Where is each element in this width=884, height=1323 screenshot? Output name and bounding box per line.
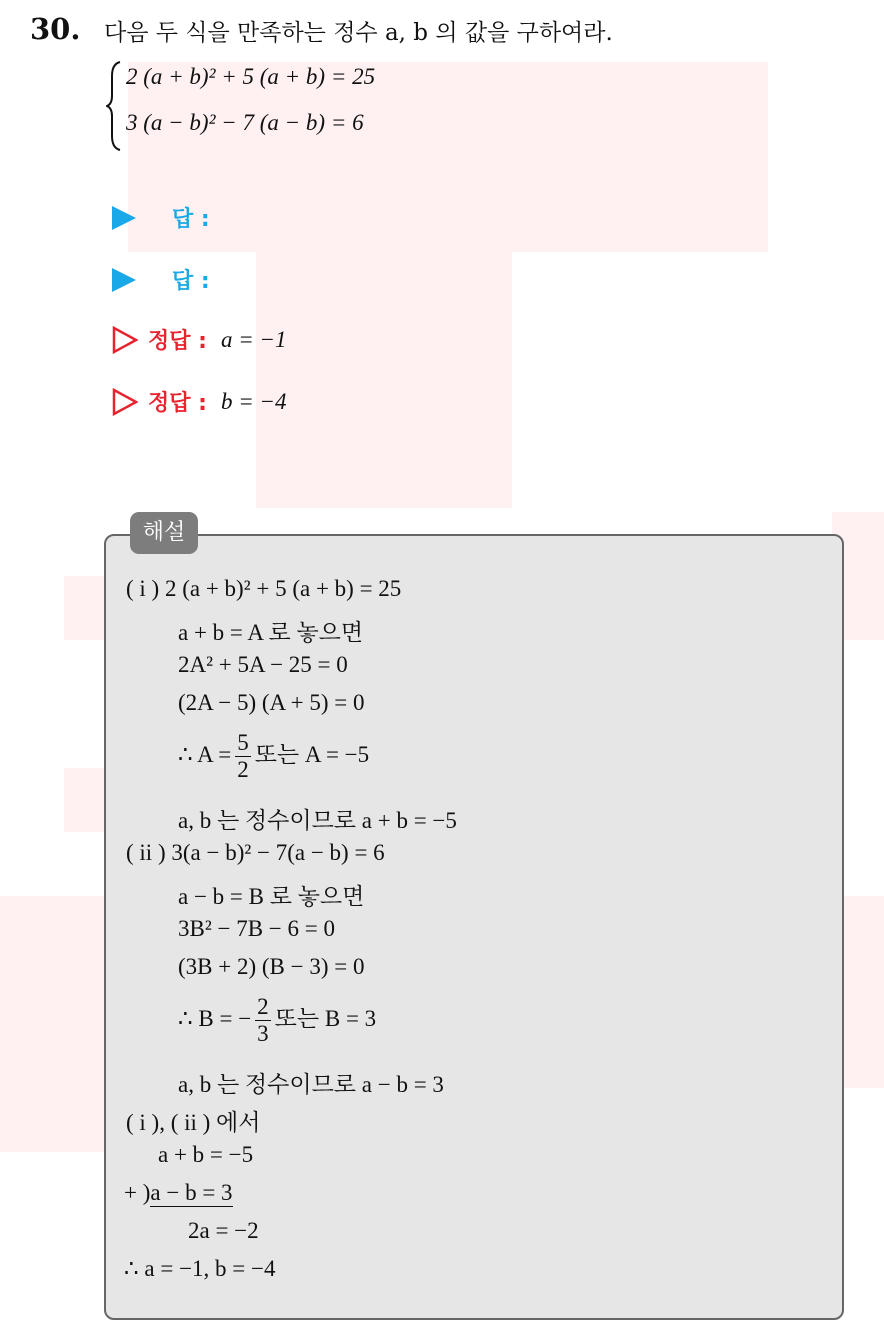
- solution-line: a, b 는 정수이므로 a − b = 3: [178, 1072, 444, 1097]
- solution-line: 또는 B = 3: [274, 1005, 377, 1031]
- play-icon: [112, 268, 136, 292]
- solution-line: ( i ) 2 (a + b)² + 5 (a + b) = 25: [126, 576, 402, 601]
- solution-tag: 해설: [130, 512, 198, 554]
- correct-value: a = −1: [220, 326, 287, 352]
- solution-line: ( ii ) 3(a − b)² − 7(a − b) = 6: [126, 840, 385, 865]
- solution-line-fraction: [178, 730, 369, 783]
- correct-label: 정답 :: [148, 391, 207, 416]
- solution-line: a + b = A 로 놓으면: [178, 620, 364, 645]
- answer-blank-2: [112, 264, 210, 295]
- answer-label: 답 :: [172, 207, 210, 232]
- solution-line: ∴ A =: [178, 741, 232, 767]
- solution-line-sum: [124, 1180, 233, 1206]
- fraction-numerator: 5: [237, 730, 249, 755]
- correct-label: 정답 :: [148, 329, 207, 354]
- solution-line: (2A − 5) (A + 5) = 0: [178, 690, 365, 715]
- solution-line: 3B² − 7B − 6 = 0: [178, 916, 335, 941]
- solution-line: a, b 는 정수이므로 a + b = −5: [178, 808, 457, 833]
- solution-line: a + b = −5: [158, 1142, 254, 1167]
- solution-line: (3B + 2) (B − 3) = 0: [178, 954, 365, 979]
- solution-line: 또는 A = −5: [254, 741, 370, 767]
- equation-1: 2 (a + b)² + 5 (a + b) = 25: [126, 64, 376, 89]
- correct-answer-1: [112, 324, 287, 355]
- solution-line: a − b = B 로 놓으면: [178, 884, 365, 909]
- answer-blank-1: [112, 202, 210, 233]
- solution-line: a − b = 3: [150, 1180, 233, 1205]
- solution-line: 2A² + 5A − 25 = 0: [178, 652, 348, 677]
- fraction: [235, 730, 251, 783]
- fraction-numerator: 2: [257, 994, 269, 1019]
- equation-2: 3 (a − b)² − 7 (a − b) = 6: [126, 110, 364, 135]
- fraction-denominator: 2: [237, 757, 249, 782]
- answer-label: 답 :: [172, 269, 210, 294]
- correct-value: b = −4: [220, 388, 287, 414]
- equation-system: [104, 60, 464, 156]
- question-text: 다음 두 식을 만족하는 정수 a, b 의 값을 구하여라.: [104, 20, 613, 46]
- solution-line: ∴ B = −: [178, 1005, 252, 1031]
- plus-marker: + ): [124, 1180, 151, 1205]
- solution-line: 2a = −2: [188, 1218, 259, 1243]
- question-number: 30.: [30, 12, 81, 46]
- play-icon: [112, 206, 136, 230]
- solution-line-fraction: [178, 994, 376, 1047]
- play-outline-icon: [112, 388, 138, 416]
- fraction: [255, 994, 271, 1047]
- correct-answer-2: [112, 386, 287, 417]
- solution-line: ( i ), ( ii ) 에서: [126, 1110, 261, 1135]
- left-brace-icon: [106, 60, 122, 152]
- solution-line: ∴ a = −1, b = −4: [124, 1256, 276, 1281]
- fraction-denominator: 3: [257, 1021, 269, 1046]
- play-outline-icon: [112, 326, 138, 354]
